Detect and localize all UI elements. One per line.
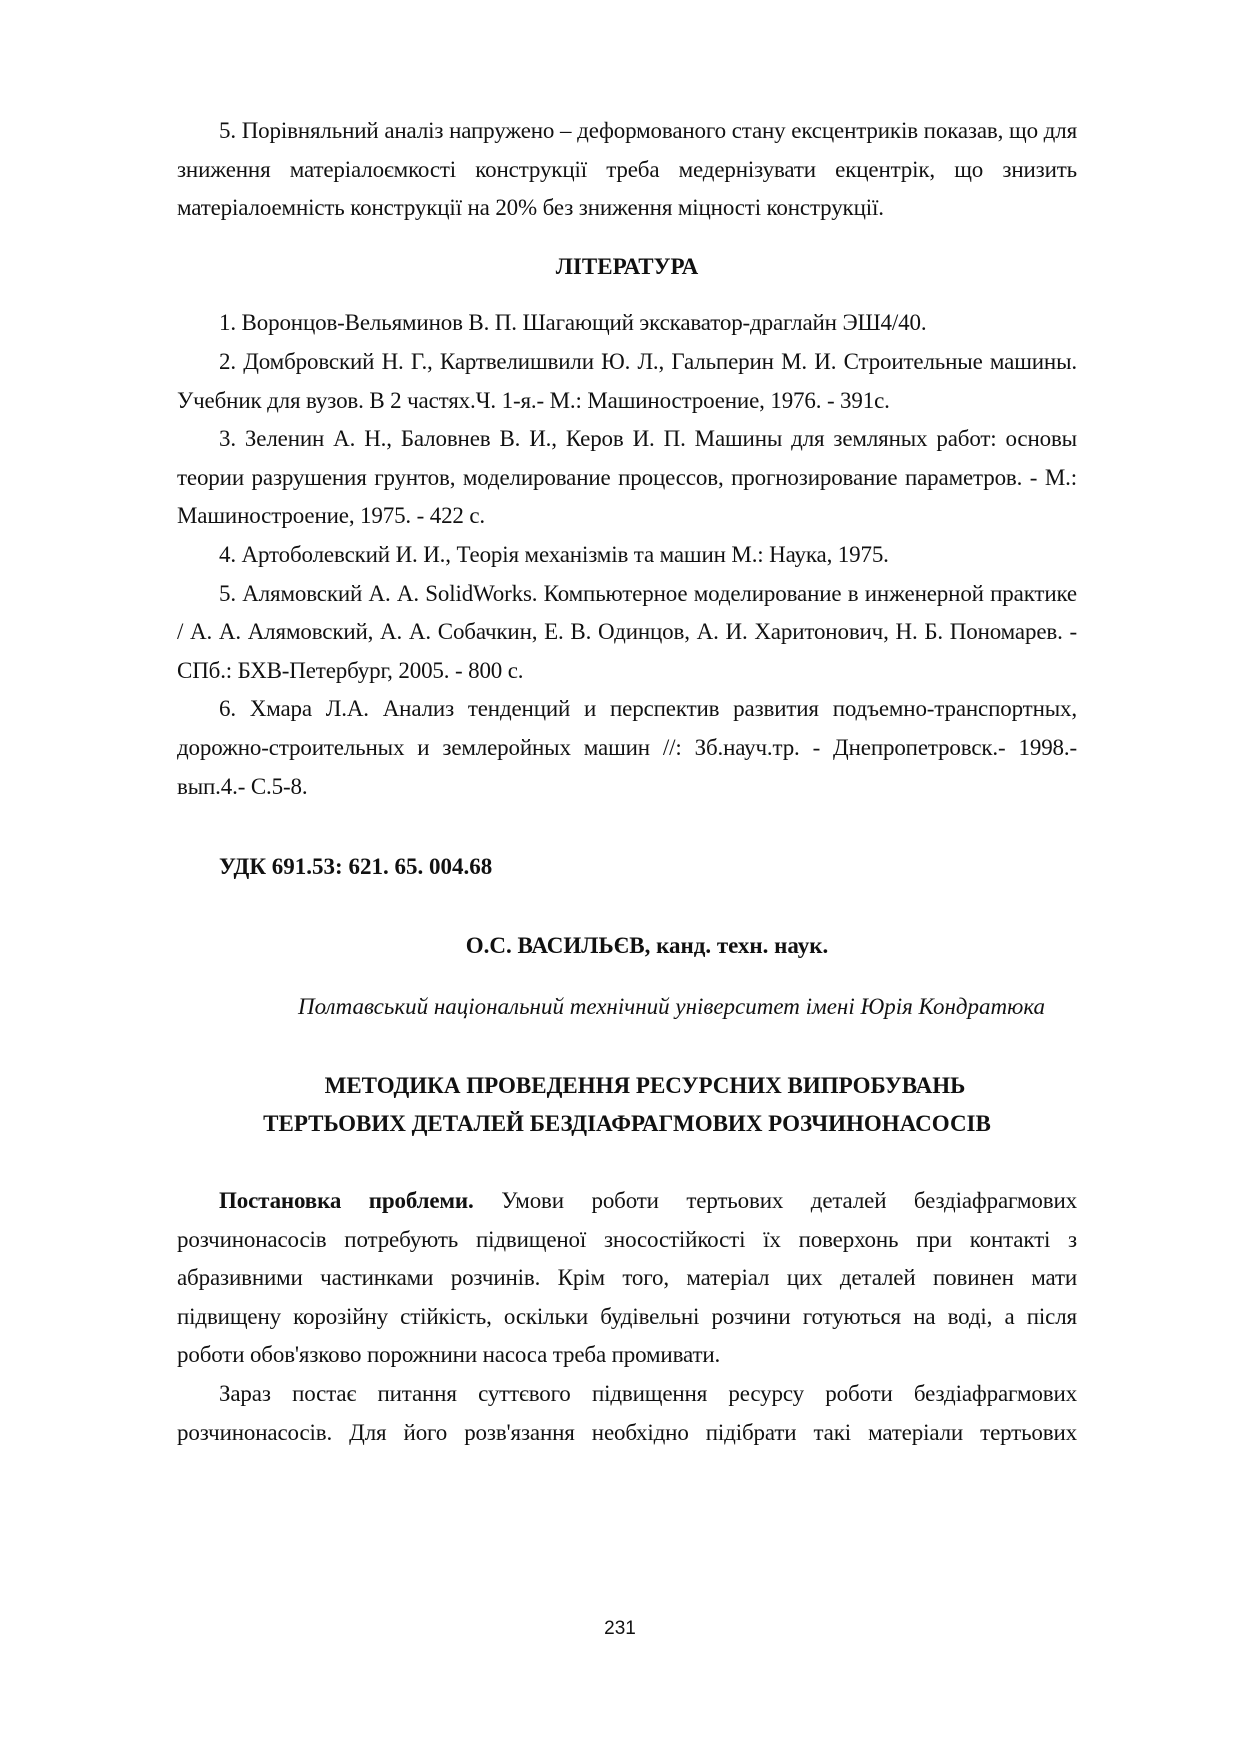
- conclusion-item-5: 5. Порівняльний аналіз напружено – деформованого стану ексцентриків показав, що для зниження матеріалоємкості конструкції треба медернізувати екцентрік, що знизить матеріалоемність конструкції на 20% без зниження міцності конструкції.: [177, 118, 1077, 221]
- author-line: О.С. ВАСИЛЬЄВ, канд. техн. наук.: [465, 932, 829, 958]
- problem-statement-lead: Постановка проблеми.: [219, 1188, 474, 1214]
- article-title: [177, 1067, 1077, 1144]
- problem-statement-text: Умови роботи тертьових деталей бездіафрагмових розчинонасосів потребують підвищеної зносостійкості їх поверхонь при контакті з абразивними частинками розчинів. Крім того, матеріал цих деталей повинен мати підвищену корозійну стійкість, оскільки будівельні розчини готуються на воді, а після роботи обов'язково порожнини насоса треба промивати.: [177, 1188, 1077, 1368]
- udk-code: УДК 691.53: 621. 65. 004.68: [219, 854, 493, 880]
- reference-item: 4. Артоболевский И. И., Теорія механізмів та машин М.: Наука, 1975.: [219, 541, 889, 567]
- reference-list: [177, 304, 1077, 806]
- article-title-line-1: МЕТОДИКА ПРОВЕДЕННЯ РЕСУРСНИХ ВИПРОБУВАНЬ: [324, 1072, 966, 1098]
- document-page: [177, 112, 1077, 1452]
- reference-item: 1. Воронцов-Вельяминов В. П. Шагающий экскаватор-драглайн ЭШ4/40.: [219, 310, 927, 336]
- problem-statement-paragraph: [177, 1182, 1077, 1375]
- reference-item: 6. Хмара Л.А. Анализ тенденций и перспектив развития подъемно-транспортных, дорожно-строительных и землеройных машин //: Зб.науч.тр. - Днепропетровск.- 1998.-вып.4.- С.5-8.: [177, 696, 1077, 799]
- article-title-line-2: ТЕРТЬОВИХ ДЕТАЛЕЙ БЕЗДІАФРАГМОВИХ РОЗЧИНОНАСОСІВ: [263, 1111, 991, 1137]
- page-number: 231: [604, 1618, 636, 1639]
- paragraph-2: Зараз постає питання суттєвого підвищення ресурсу роботи бездіафрагмових розчинонасосів. Для його розв'язання необхідно підібрати такі матеріали тертьових: [177, 1381, 1077, 1445]
- reference-item: 2. Домбровский Н. Г., Картвелишвили Ю. Л., Гальперин М. И. Строительные машины. Учебник для вузов. В 2 частях.Ч. 1-я.- М.: Машиностроение, 1976. - 391с.: [177, 348, 1077, 413]
- affiliation: Полтавський національний технічний університет імені Юрія Кондратюка: [298, 994, 1045, 1020]
- literature-heading: ЛІТЕРАТУРА: [555, 253, 699, 279]
- reference-item: 3. Зеленин А. Н., Баловнев В. И., Керов И. П. Машины для земляных работ: основы теории разрушения грунтов, моделирование процессов, прогнозирование параметров. - М.: Машиностроение, 1975. - 422 с.: [177, 426, 1077, 529]
- reference-item: 5. Алямовский А. А. SolidWorks. Компьютерное моделирование в инженерной практике / А. А. Алямовский, А. А. Собачкин, Е. В. Одинцов, А. И. Харитонович, Н. Б. Пономарев. - СПб.: БХВ-Петербург, 2005. - 800 с.: [177, 580, 1077, 683]
